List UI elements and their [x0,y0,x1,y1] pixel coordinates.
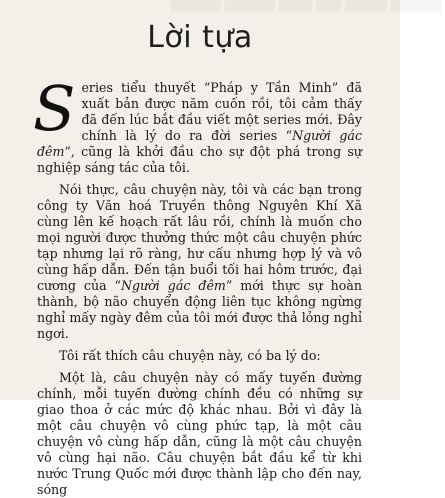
preface-body [33,72,362,498]
bleed-through-text: ▒▒▒▒▒▒ ▒▒▒▒▒▒ ▒▒▒▒ ▒▒▒ ▒▒▒▒▒ ▒▒▒▒▒▒ [170,0,442,12]
text-segment: ” mới thực sự hoàn thành, bộ não chuyển động liên tục không ngừng nghỉ mấy ngày đêm của tôi mới được thả lỏng nghỉ ngơi. [37,278,362,341]
page-title: Lời tựa [147,20,253,55]
text-segment: eries tiểu thuyết “Pháp y Tần Minh” đã xuất bản được năm cuốn rồi, tôi cảm thấy đã đến lúc bắt đầu viết một series mới. Đây chính là lý do ra đời series “ [81,80,362,143]
paragraph [37,370,362,498]
paragraph [33,72,362,176]
text-segment: Một là, câu chuyện này có mấy tuyến đường chính, mỗi tuyến đường chính đều có những sự giao thoa ở các mức độ khác nhau. Bởi vì đây là một câu chuyện vô cùng phức tạp, là một câu chuyện vô cùng hấp dẫn, cũng là một câu chuyện vô cùng hại não. Câu chuyện bắt đầu kể từ khi nước Trung Quốc mới được thành lập cho đến nay, sóng [37,370,362,497]
text-segment: Tôi rất thích câu chuyện này, có ba lý do: [59,348,321,363]
paragraph [37,182,362,342]
italic-title-text: Người gác đêm [37,128,362,159]
italic-title-text: Người gác đêm [121,278,226,293]
paragraph [37,348,362,364]
text-segment: Nói thực, câu chuyện này, tôi và các bạn trong công ty Văn hoá Truyền thông Nguyên Khí Xã cùng lên kế hoạch rất lâu rồi, chính là muốn cho mọi người được thưởng thức một câu chuyện phức tạp nhưng lại rõ ràng, hư cấu nhưng hợp lý và vô cùng hấp dẫn. Đến tận buổi tối hai hôm trước, đại cương của “ [37,182,362,293]
drop-cap: S [33,72,76,145]
text-segment: ”, cũng là khởi đầu cho sự đột phá trong sự nghiệp sáng tác của tôi. [37,144,362,175]
